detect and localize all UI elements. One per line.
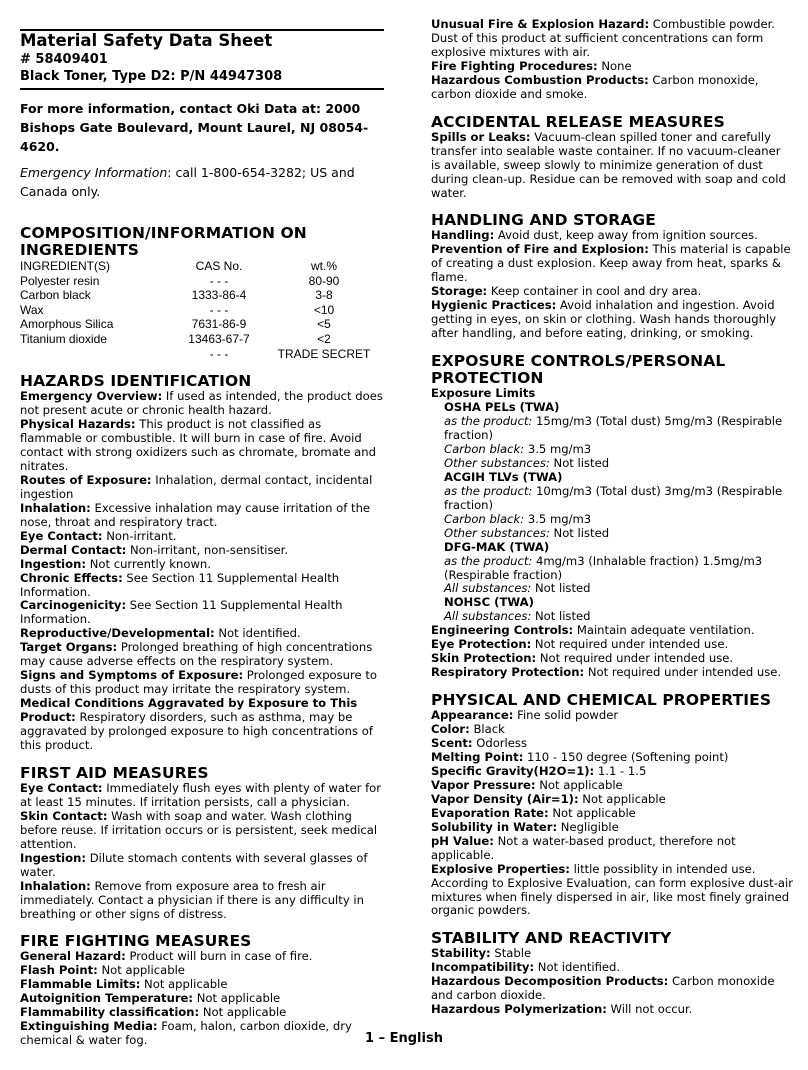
field-entry <box>431 737 793 751</box>
field-value: Non-irritant. <box>102 528 177 543</box>
field-value: See Section 11 Supplemental Health Information. <box>20 570 340 599</box>
field-label: Dermal Contact: <box>20 542 127 557</box>
field-value: Carbon monoxide, carbon dioxide and smoke. <box>431 72 759 101</box>
section-heading: HANDLING AND STORAGE <box>431 211 656 230</box>
field-label: Ingestion: <box>20 850 87 865</box>
field-value: Not applicable <box>140 977 228 992</box>
field-label: Inhalation: <box>20 878 91 893</box>
table-cell <box>20 347 161 362</box>
field-label: Chronic Effects: <box>20 570 123 585</box>
field-entry <box>20 992 384 1006</box>
field-value: Inhalation, dermal contact, incidental ingestion <box>20 472 373 501</box>
field-entry <box>431 765 793 779</box>
field-label: Hygienic Practices: <box>431 298 557 313</box>
field-entry <box>431 709 793 723</box>
field-label: Incompatibility: <box>431 960 535 975</box>
field-entry <box>431 60 793 74</box>
field-label: Autoignition Temperature: <box>20 991 194 1006</box>
field-value: This material is capable of creating a dust explosion. Keep away from heat, sparks & flame. <box>431 242 791 285</box>
field-value: See Section 11 Supplemental Health Information. <box>20 598 343 627</box>
field-entry <box>20 1006 384 1020</box>
field-label: Respiratory Protection: <box>431 665 585 680</box>
field-value: If used as intended, the product does not present acute or chronic health hazard. <box>20 389 383 418</box>
field-value: Carbon monoxide and carbon dioxide. <box>431 974 775 1003</box>
field-value: 1.1 - 1.5 <box>594 763 647 778</box>
field-label: Engineering Controls: <box>431 623 574 638</box>
field-label: Appearance: <box>431 708 514 723</box>
field-label: Prevention of Fire and Explosion: <box>431 242 649 257</box>
field-label: Flammability classification: <box>20 1005 200 1020</box>
table-header: INGREDIENT(S) <box>20 259 110 273</box>
field-entry <box>431 793 793 807</box>
table-cell: 3-8 <box>315 288 333 303</box>
field-list <box>431 624 793 680</box>
field-entry <box>20 558 384 572</box>
section-exposure-controls <box>431 353 793 680</box>
field-entry <box>431 299 793 341</box>
section-heading: HAZARDS IDENTIFICATION <box>20 372 252 391</box>
table-cell: <10 <box>313 302 335 317</box>
field-entry <box>20 669 384 697</box>
table-row <box>20 332 384 347</box>
field-value: Dilute stomach contents with several glasses of water. <box>20 850 368 879</box>
field-entry <box>431 243 793 285</box>
field-value: Not applicable <box>548 805 636 820</box>
document-number: # 58409401 <box>20 52 108 67</box>
table-cell: TRADE SECRET <box>277 346 371 361</box>
field-label: Melting Point: <box>431 749 524 764</box>
section-first-aid <box>20 765 384 922</box>
field-entry <box>431 624 793 638</box>
field-list <box>431 131 793 201</box>
acgih-other: Other substances: Not listed <box>444 525 610 540</box>
field-label: Hazardous Combustion Products: <box>431 72 649 87</box>
field-list <box>20 390 384 753</box>
table-row <box>20 317 384 332</box>
table-header-row <box>20 259 384 274</box>
field-value: little possiblity in intended use. According to Explosive Evaluation, can form explosive dust-air mixtures when finely dispersed in air, like most finely grained organic powders. <box>431 861 793 918</box>
table-row <box>20 288 384 303</box>
field-value: Not applicable <box>535 777 623 792</box>
field-entry <box>431 131 793 201</box>
field-list <box>431 18 793 102</box>
field-entry <box>431 74 793 102</box>
field-label: pH Value: <box>431 833 494 848</box>
exposure-limits-label: Exposure Limits <box>431 386 536 401</box>
field-value: Stable <box>490 946 532 961</box>
document-title: Material Safety Data Sheet <box>20 29 384 51</box>
field-label: Evaporation Rate: <box>431 805 549 820</box>
field-value: Not required under intended use. <box>531 637 729 652</box>
emergency-text: : call 1-800-654-3282; US and Canada only. <box>20 165 355 199</box>
field-label: Target Organs: <box>20 640 118 655</box>
field-entry <box>20 978 384 992</box>
field-label: Solubility in Water: <box>431 819 558 834</box>
field-entry <box>20 502 384 530</box>
table-cell: 13463-67-7 <box>188 331 250 346</box>
field-entry <box>20 474 384 502</box>
table-row <box>20 274 384 289</box>
section-heading: FIRE FIGHTING MEASURES <box>20 932 252 951</box>
field-label: Vapor Density (Air=1): <box>431 791 579 806</box>
field-label: Handling: <box>431 228 495 243</box>
field-value: Not applicable <box>199 1005 287 1020</box>
field-entry <box>431 835 793 863</box>
field-label: Stability: <box>431 946 491 961</box>
emergency-info <box>20 163 384 201</box>
field-value: Prolonged breathing of high concentrations may cause adverse effects on the respiratory system. <box>20 640 373 669</box>
field-label: Carcinogenicity: <box>20 598 127 613</box>
table-cell: 7631-86-9 <box>191 317 247 332</box>
field-label: General Hazard: <box>20 949 126 964</box>
field-label: Skin Contact: <box>20 808 108 823</box>
table-cell: Polyester resin <box>20 273 100 288</box>
field-value: Not applicable <box>193 991 281 1006</box>
table-row <box>20 347 384 362</box>
field-label: Medical Conditions Aggravated by Exposure to This Product: <box>20 696 358 725</box>
field-entry <box>431 638 793 652</box>
field-entry <box>20 810 384 852</box>
osha-title: OSHA PELs (TWA) <box>444 400 560 415</box>
section-handling-storage <box>431 212 793 341</box>
dfg-product: as the product: 4mg/m3 (Inhalable fraction) 1.5mg/m3 (Respirable fraction) <box>444 553 763 582</box>
emergency-label: Emergency Information <box>20 165 168 180</box>
field-value: Odorless <box>472 736 527 751</box>
field-value: 110 - 150 degree (Softening point) <box>523 749 729 764</box>
field-label: Physical Hazards: <box>20 417 136 432</box>
field-label: Flash Point: <box>20 963 98 978</box>
table-header: CAS No. <box>195 259 243 273</box>
field-label: Ingestion: <box>20 556 87 571</box>
field-value: Fine solid powder <box>513 708 619 723</box>
field-value: Combustible powder. Dust of this product at sufficient concentrations can form explosive mixtures with air. <box>431 17 775 59</box>
section-heading: STABILITY AND REACTIVITY <box>431 929 672 948</box>
field-value: Wash with soap and water. Wash clothing before reuse. If irritation occurs or is persistent, seek medical attention. <box>20 808 378 851</box>
field-entry <box>431 779 793 793</box>
field-value: Respiratory disorders, such as asthma, may be aggravated by prolonged exposure to high concentrations of this product. <box>20 710 373 752</box>
field-value: Maintain adequate ventilation. <box>573 623 755 638</box>
table-cell: - - - <box>209 302 229 317</box>
field-entry <box>431 666 793 680</box>
field-label: Spills or Leaks: <box>431 129 531 144</box>
field-label: Eye Protection: <box>431 637 532 652</box>
field-entry <box>431 652 793 666</box>
nohsc-all: All substances: Not listed <box>444 609 591 624</box>
left-column <box>20 0 384 1048</box>
header-divider <box>20 88 384 90</box>
field-value: Avoid inhalation and ingestion. Avoid getting in eyes, on skin or clothing. Wash hands thoroughly after handling, and before eating, drinking, or smoking. <box>431 298 777 341</box>
table-cell: <5 <box>317 317 331 332</box>
field-value: Will not occur. <box>606 1002 693 1017</box>
field-value: None <box>597 58 632 73</box>
ingredients-table <box>20 259 384 361</box>
field-entry <box>20 418 384 474</box>
field-entry <box>20 599 384 627</box>
field-value: Keep container in cool and dry area. <box>487 284 702 299</box>
field-label: Eye Contact: <box>20 780 103 795</box>
field-entry <box>20 880 384 922</box>
field-entry <box>20 852 384 880</box>
field-entry <box>431 975 793 1003</box>
field-label: Inhalation: <box>20 500 91 515</box>
field-value: Not applicable <box>578 791 666 806</box>
table-cell: - - - <box>209 346 229 361</box>
field-value: Not a water-based product, therefore not applicable. <box>431 833 736 862</box>
table-cell: Titanium dioxide <box>20 331 107 346</box>
field-entry <box>431 18 793 60</box>
field-value: Negligible <box>557 819 619 834</box>
field-entry <box>431 285 793 299</box>
field-label: Specific Gravity(H2O=1): <box>431 763 595 778</box>
field-label: Fire Fighting Procedures: <box>431 58 598 73</box>
field-label: Unusual Fire & Explosion Hazard: <box>431 17 650 31</box>
field-entry <box>431 821 793 835</box>
field-value: Vacuum-clean spilled toner and carefully transfer into sealable waste container. If no vacuum-cleaner is available, sweep slowly to minimize generation of dust during clean-up. Residue can be removed with soap and cold water. <box>431 129 786 200</box>
table-cell: Wax <box>20 302 44 317</box>
field-entry <box>431 863 793 919</box>
field-value: Excessive inhalation may cause irritation of the nose, throat and respiratory tract. <box>20 500 371 529</box>
section-composition <box>20 225 384 361</box>
table-row <box>20 303 384 318</box>
field-value: Non-irritant, non-sensitiser. <box>126 542 289 557</box>
field-entry <box>431 229 793 243</box>
field-label: Hazardous Polymerization: <box>431 1002 607 1017</box>
field-entry <box>20 544 384 558</box>
field-value: This product is not classified as flammable or combustible. It will burn in case of fire. Avoid contact with strong oxidizers such as chromate, bromate and nitrates. <box>20 417 376 473</box>
section-heading: ACCIDENTAL RELEASE MEASURES <box>431 112 725 131</box>
field-entry <box>431 961 793 975</box>
field-entry <box>20 964 384 978</box>
field-value: Foam, halon, carbon dioxide, dry chemical & water fog. <box>20 1019 352 1048</box>
table-cell: Amorphous Silica <box>20 317 114 332</box>
section-heading: COMPOSITION/INFORMATION ON INGREDIENTS <box>20 224 307 259</box>
field-entry <box>431 947 793 961</box>
field-list <box>431 229 793 341</box>
field-label: Signs and Symptoms of Exposure: <box>20 668 244 683</box>
field-value: Not applicable <box>97 963 185 978</box>
table-cell: 80-90 <box>308 273 340 288</box>
section-heading: FIRST AID MEASURES <box>20 763 209 782</box>
nohsc-title: NOHSC (TWA) <box>444 595 534 610</box>
field-value: Prolonged exposure to dusts of this product may irritate the respiratory system. <box>20 668 378 697</box>
field-entry <box>431 807 793 821</box>
section-hazards <box>20 373 384 753</box>
field-value: Not identified. <box>214 626 301 641</box>
field-entry <box>20 627 384 641</box>
contact-info: For more information, contact Oki Data at: 2000 Bishops Gate Boulevard, Mount Laurel, NJ 08054-4620. <box>20 101 369 154</box>
field-value: Product will burn in case of fire. <box>125 949 313 964</box>
field-entry <box>431 1003 793 1017</box>
acgih-product: as the product: 10mg/m3 (Total dust) 3mg/m3 (Respirable fraction) <box>444 483 783 512</box>
section-heading: EXPOSURE CONTROLS/PERSONAL PROTECTION <box>431 352 726 388</box>
dfg-all: All substances: Not listed <box>444 581 591 596</box>
right-column <box>431 18 793 1017</box>
field-value: Remove from exposure area to fresh air immediately. Contact a physician if there is any difficulty in breathing or other signs of distress. <box>20 878 364 921</box>
field-list <box>431 709 793 918</box>
osha-other: Other substances: Not listed <box>444 455 610 470</box>
field-label: Storage: <box>431 284 488 299</box>
field-entry <box>20 390 384 418</box>
dfg-title: DFG-MAK (TWA) <box>444 539 550 554</box>
section-stability <box>431 930 793 1017</box>
section-physical-chemical <box>431 692 793 918</box>
field-value: Not required under intended use. <box>536 651 734 666</box>
table-cell: Carbon black <box>20 288 91 303</box>
page-footer: 1 – English <box>365 1031 443 1046</box>
field-list <box>431 947 793 1017</box>
osha-carbon-black: Carbon black: 3.5 mg/m3 <box>444 441 592 456</box>
table-body <box>20 274 384 362</box>
osha-product: as the product: 15mg/m3 (Total dust) 5mg/m3 (Respirable fraction) <box>444 414 783 442</box>
table-cell: 1333-86-4 <box>191 288 247 303</box>
field-value: Not currently known. <box>86 556 211 571</box>
field-label: Emergency Overview: <box>20 389 163 404</box>
section-accidental-release <box>431 114 793 201</box>
field-value: Not identified. <box>534 960 621 975</box>
field-list <box>20 782 384 922</box>
acgih-title: ACGIH TLVs (TWA) <box>444 469 563 484</box>
table-cell: <2 <box>317 331 331 346</box>
field-label: Routes of Exposure: <box>20 472 152 487</box>
acgih-carbon-black: Carbon black: 3.5 mg/m3 <box>444 511 592 526</box>
field-entry <box>431 751 793 765</box>
field-label: Skin Protection: <box>431 651 537 666</box>
field-label: Hazardous Decomposition Products: <box>431 974 669 989</box>
field-label: Color: <box>431 722 470 737</box>
field-entry <box>431 723 793 737</box>
field-value: Black <box>469 722 505 737</box>
field-value: Avoid dust, keep away from ignition sources. <box>494 228 758 243</box>
field-label: Eye Contact: <box>20 528 103 543</box>
field-label: Vapor Pressure: <box>431 777 536 792</box>
field-label: Explosive Properties: <box>431 861 570 876</box>
field-value: Not required under intended use. <box>584 665 782 680</box>
field-entry <box>20 530 384 544</box>
field-label: Reproductive/Developmental: <box>20 626 215 641</box>
product-name: Black Toner, Type D2: P/N 44947308 <box>20 69 283 84</box>
table-cell: - - - <box>209 273 229 288</box>
table-header: wt.% <box>310 259 337 273</box>
field-entry <box>20 572 384 600</box>
field-entry <box>20 782 384 810</box>
field-label: Scent: <box>431 736 473 751</box>
field-entry <box>20 697 384 753</box>
field-entry <box>20 950 384 964</box>
field-label: Flammable Limits: <box>20 977 141 992</box>
field-label: Extinguishing Media: <box>20 1019 158 1034</box>
field-value: Immediately flush eyes with plenty of water for at least 15 minutes. If irritation persists, call a physician. <box>20 780 382 809</box>
section-heading: PHYSICAL AND CHEMICAL PROPERTIES <box>431 691 772 710</box>
field-entry <box>20 641 384 669</box>
